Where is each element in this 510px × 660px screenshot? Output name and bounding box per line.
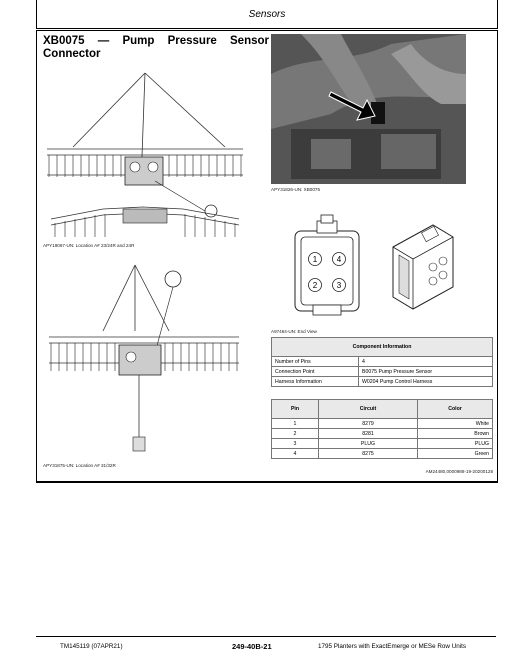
- divider: [36, 482, 498, 483]
- planter-figure-bottom: [43, 261, 269, 457]
- table-row: 1 8279 White: [272, 419, 493, 429]
- figure-caption: APY31875-UN: Location A# 31/32R: [43, 463, 116, 468]
- figure-caption: APY19067-UN: Location A# 23/24R and 24R: [43, 243, 135, 248]
- component-info-title: Component Information: [272, 338, 493, 357]
- footer-left: TM145119 (07APR21): [60, 643, 123, 650]
- footer-right: 1795 Planters with ExactEmerge or MESe Row Units: [318, 643, 467, 650]
- table-row: 3 PLUG PLUG: [272, 439, 493, 449]
- photo-caption: APY31826-UN: XB0075: [271, 187, 321, 192]
- table-row: Harness Information W0204 Pump Control Harness: [272, 377, 493, 387]
- footer-rule: [36, 636, 496, 637]
- planter-figure-top: [43, 69, 269, 241]
- column-header: Color: [418, 400, 493, 419]
- document-reference: AM24480,0000988-19-20200128: [425, 469, 493, 474]
- table-row: Number of Pins 4: [272, 357, 493, 367]
- content-box: [36, 30, 498, 482]
- table-row: 2 8281 Brown: [272, 429, 493, 439]
- page-number: 249-40B-21: [232, 642, 272, 651]
- pin-table: [271, 399, 493, 459]
- component-info-table: [271, 337, 493, 387]
- pin-label: 1: [312, 255, 318, 264]
- header-frame: [36, 0, 498, 29]
- connector-photo: [271, 34, 466, 184]
- endview-caption: A97464-UN: End View: [271, 329, 317, 334]
- pin-label: 3: [336, 281, 342, 290]
- column-header: Circuit: [319, 400, 418, 419]
- page-title: XB0075 — Pump Pressure Sensor Connector: [43, 35, 269, 60]
- connector-end-view: [283, 207, 463, 325]
- table-row: 4 8275 Green: [272, 449, 493, 459]
- table-row: Connection Point B0075 Pump Pressure Sensor: [272, 367, 493, 377]
- pin-label: 4: [336, 255, 342, 264]
- column-header: Pin: [272, 400, 319, 419]
- pin-label: 2: [312, 281, 318, 290]
- section-title: Sensors: [248, 9, 286, 20]
